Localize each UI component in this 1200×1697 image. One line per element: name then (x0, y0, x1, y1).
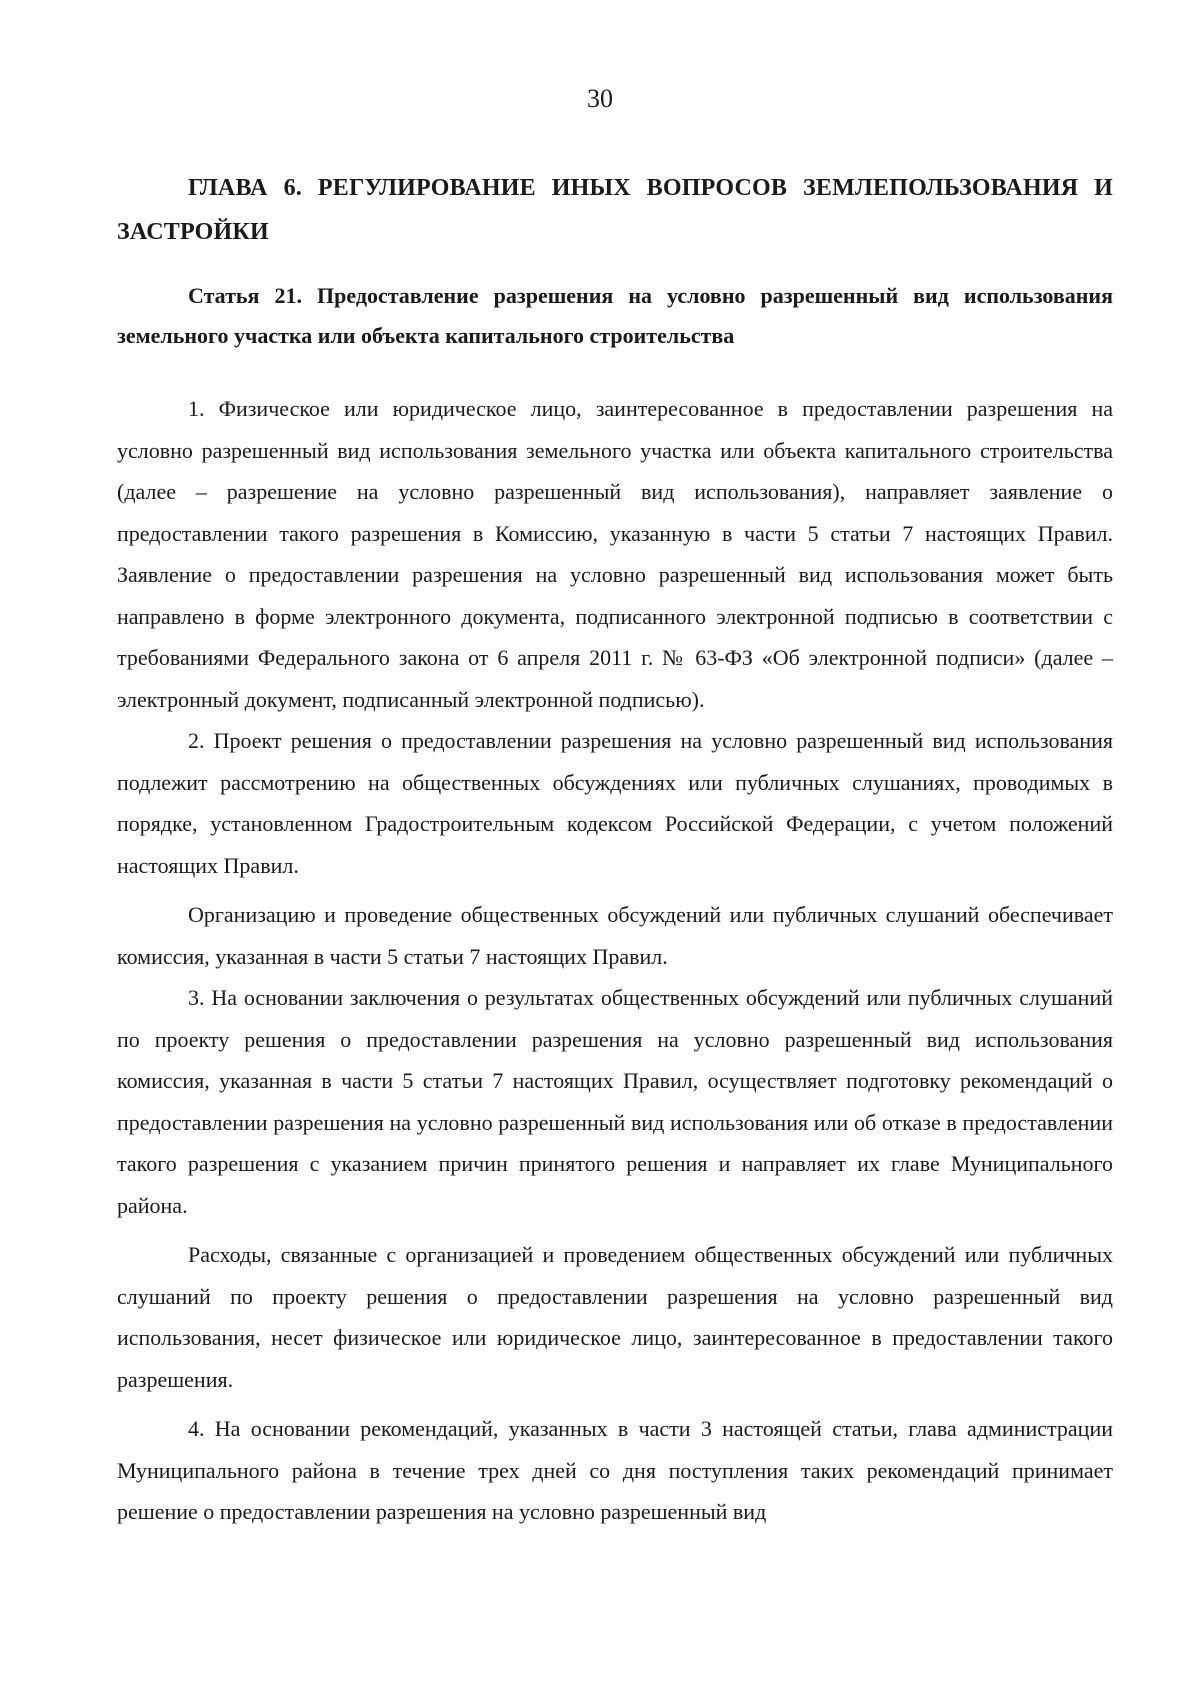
chapter-title: ГЛАВА 6. РЕГУЛИРОВАНИЕ ИНЫХ ВОПРОСОВ ЗЕМЛЕПОЛЬЗОВАНИЯ И ЗАСТРОЙКИ (117, 175, 1113, 245)
paragraph-6: 4. На основании рекомендаций, указанных в части 3 настоящей статьи, глава администрации Муниципального района в течение трех дней со дня поступления таких рекомендаций принимает решение о предоставлении разрешения на условно разрешенный вид (117, 1416, 1113, 1524)
article-body (117, 388, 1113, 1533)
paragraph-5: Расходы, связанные с организацией и проведением общественных обсуждений или публичных слушаний по проекту решения о предоставлении разрешения на условно разрешенный вид использования, несет физическое или юридическое лицо, заинтересованное в предоставлении такого разрешения. (117, 1242, 1113, 1392)
paragraph-4: 3. На основании заключения о результатах общественных обсуждений или публичных слушаний по проекту решения о предоставлении разрешения на условно разрешенный вид использования комиссия, указанная в части 5 статьи 7 настоящих Правил, осуществляет подготовку рекомендаций о предоставлении разрешения на условно разрешенный вид использования или об отказе в предоставлении такого разрешения с указанием причин принятого решения и направляет их главе Муниципального района. (117, 985, 1113, 1218)
paragraph-2: 2. Проект решения о предоставлении разрешения на условно разрешенный вид использования подлежит рассмотрению на общественных обсуждениях или публичных слушаниях, проводимых в порядке, установленном Градостроительным кодексом Российской Федерации, с учетом положений настоящих Правил. (117, 728, 1113, 878)
paragraph-1: 1. Физическое или юридическое лицо, заинтересованное в предоставлении разрешения на условно разрешенный вид использования земельного участка или объекта капитального строительства (далее – разрешение на условно разрешенный вид использования), направляет заявление о предоставлении такого разрешения в Комиссию, указанную в части 5 статьи 7 настоящих Правил. Заявление о предоставлении разрешения на условно разрешенный вид использования может быть направлено в форме электронного документа, подписанного электронной подписью в соответствии с требованиями Федерального закона от 6 апреля 2011 г. № 63-ФЗ «Об электронной подписи» (далее – электронный документ, подписанный электронной подписью). (117, 396, 1113, 712)
paragraph-3: Организацию и проведение общественных обсуждений или публичных слушаний обеспечивает комиссия, указанная в части 5 статьи 7 настоящих Правил. (117, 902, 1113, 969)
article-title: Статья 21. Предоставление разрешения на условно разрешенный вид использования земельного участка или объекта капитального строительства (117, 283, 1113, 348)
page-number: 30 (587, 84, 613, 113)
